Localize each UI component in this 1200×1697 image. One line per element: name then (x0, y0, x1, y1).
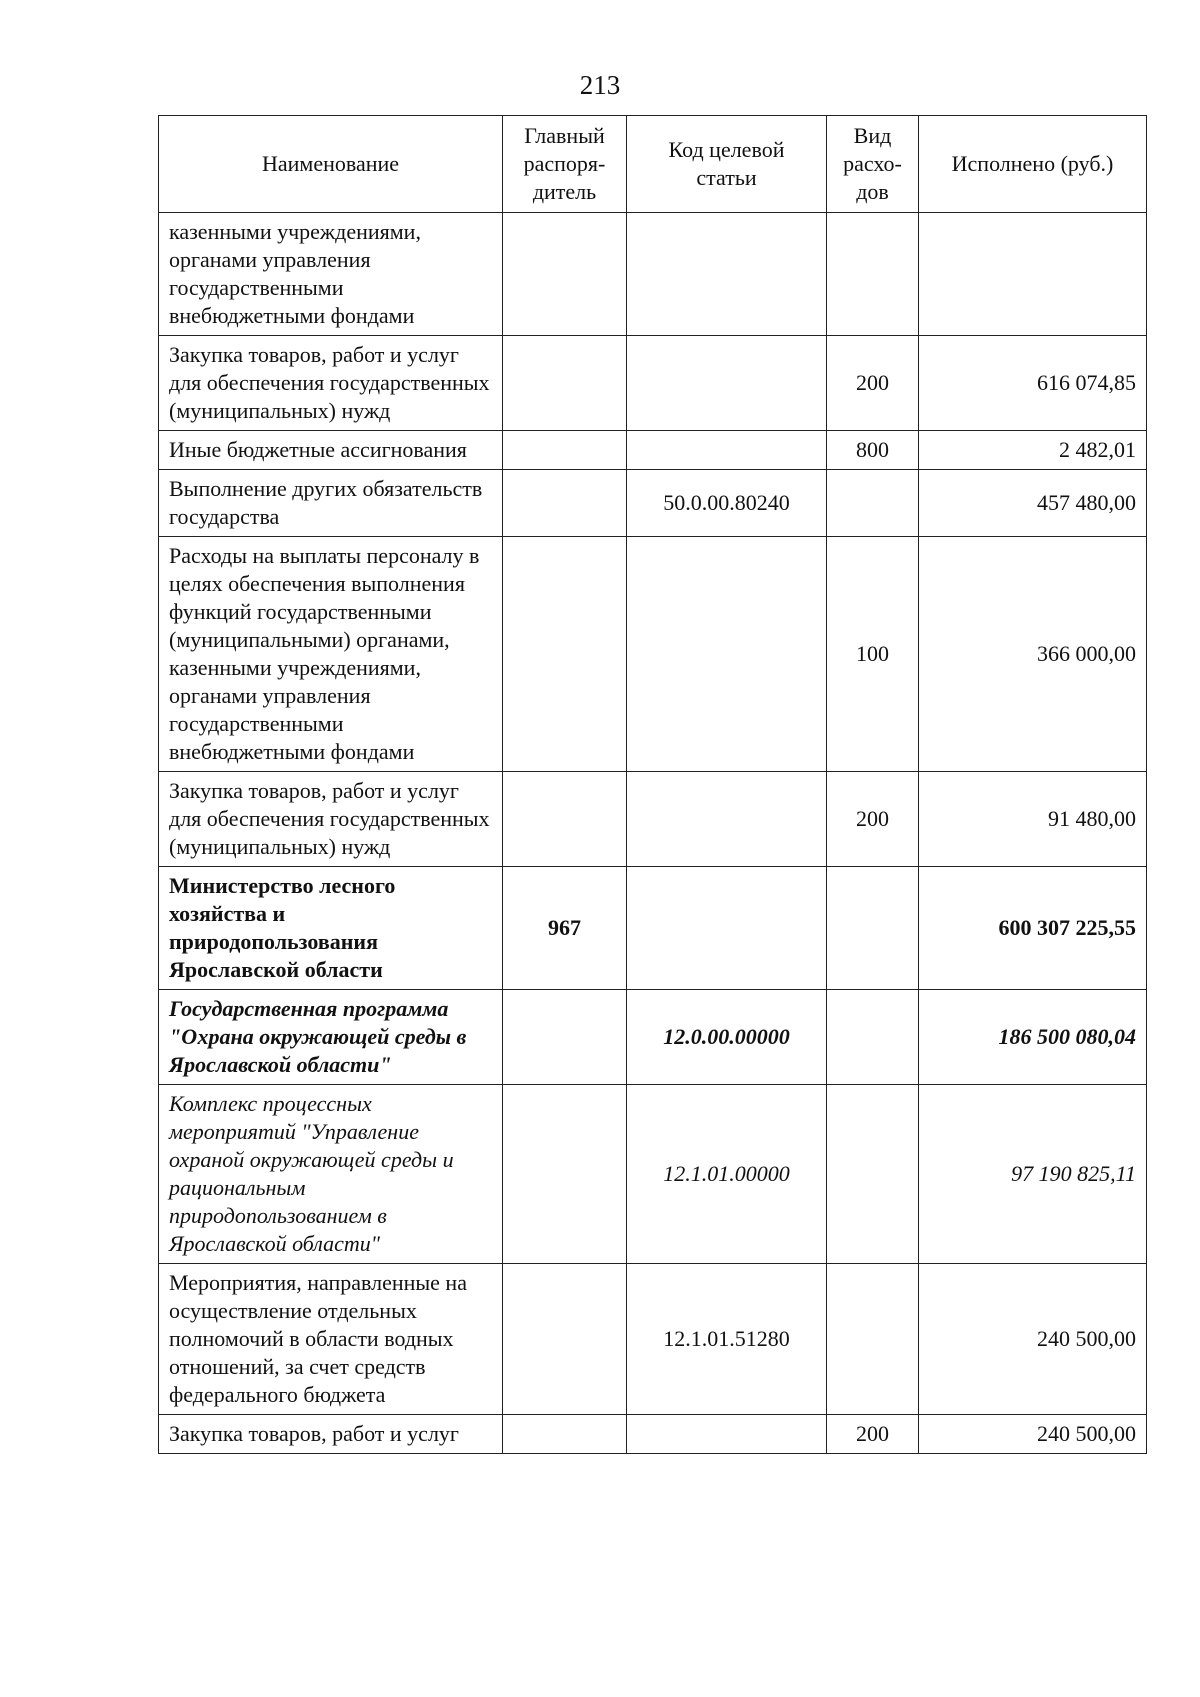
cell-name: Иные бюджетные ассигнования (159, 431, 503, 470)
cell-code (627, 772, 827, 867)
header-rasp: Главный распоря-дитель (503, 116, 627, 213)
cell-name: Закупка товаров, работ и услуг (159, 1415, 503, 1454)
cell-rasp (503, 1085, 627, 1264)
cell-code: 12.0.00.00000 (627, 990, 827, 1085)
cell-name: Закупка товаров, работ и услуг для обеспечения государственных (муниципальных) нужд (159, 772, 503, 867)
table-row (159, 772, 1147, 867)
cell-sum: 457 480,00 (919, 470, 1147, 537)
cell-name: Государственная программа "Охрана окружающей среды в Ярославской области" (159, 990, 503, 1085)
cell-code (627, 213, 827, 336)
cell-code (627, 1415, 827, 1454)
cell-rasp (503, 772, 627, 867)
cell-sum (919, 213, 1147, 336)
header-sum: Исполнено (руб.) (919, 116, 1147, 213)
cell-rasp (503, 470, 627, 537)
cell-sum: 97 190 825,11 (919, 1085, 1147, 1264)
cell-sum: 91 480,00 (919, 772, 1147, 867)
table-row (159, 213, 1147, 336)
cell-name: Министерство лесного хозяйства и природопользования Ярославской области (159, 867, 503, 990)
cell-name: Комплекс процессных мероприятий "Управление охраной окружающей среды и рациональным природопользованием в Ярославской области" (159, 1085, 503, 1264)
cell-code (627, 867, 827, 990)
cell-vid (827, 1085, 919, 1264)
cell-name: казенными учреждениями, органами управления государственными внебюджетными фондами (159, 213, 503, 336)
cell-vid (827, 990, 919, 1085)
table-row (159, 1085, 1147, 1264)
cell-vid (827, 470, 919, 537)
cell-code: 12.1.01.00000 (627, 1085, 827, 1264)
page-number: 213 (579, 70, 621, 100)
cell-vid (827, 867, 919, 990)
table-row (159, 431, 1147, 470)
cell-sum: 366 000,00 (919, 537, 1147, 772)
table-row (159, 537, 1147, 772)
cell-name: Мероприятия, направленные на осуществление отдельных полномочий в области водных отношений, за счет средств федерального бюджета (159, 1264, 503, 1415)
cell-sum: 186 500 080,04 (919, 990, 1147, 1085)
table-row (159, 867, 1147, 990)
cell-rasp: 967 (503, 867, 627, 990)
cell-vid: 800 (827, 431, 919, 470)
cell-vid: 200 (827, 772, 919, 867)
budget-table (158, 115, 1147, 1454)
table-row (159, 990, 1147, 1085)
cell-rasp (503, 990, 627, 1085)
cell-rasp (503, 1415, 627, 1454)
cell-rasp (503, 336, 627, 431)
cell-sum: 240 500,00 (919, 1415, 1147, 1454)
cell-code: 12.1.01.51280 (627, 1264, 827, 1415)
cell-sum: 240 500,00 (919, 1264, 1147, 1415)
cell-sum: 2 482,01 (919, 431, 1147, 470)
cell-name: Расходы на выплаты персоналу в целях обеспечения выполнения функций государственными (муниципальными) органами, казенными учреждениями, органами управления государственными внебюджетными фондами (159, 537, 503, 772)
cell-rasp (503, 431, 627, 470)
header-name: Наименование (159, 116, 503, 213)
table-row (159, 336, 1147, 431)
cell-code (627, 336, 827, 431)
cell-sum: 600 307 225,55 (919, 867, 1147, 990)
header-vid: Вид расхо-дов (827, 116, 919, 213)
cell-vid: 100 (827, 537, 919, 772)
cell-code: 50.0.00.80240 (627, 470, 827, 537)
cell-rasp (503, 1264, 627, 1415)
cell-vid: 200 (827, 336, 919, 431)
cell-code (627, 537, 827, 772)
header-code: Код целевой статьи (627, 116, 827, 213)
table-row (159, 470, 1147, 537)
cell-vid (827, 1264, 919, 1415)
cell-name: Выполнение других обязательств государства (159, 470, 503, 537)
table-row (159, 1415, 1147, 1454)
cell-name: Закупка товаров, работ и услуг для обеспечения государственных (муниципальных) нужд (159, 336, 503, 431)
table-row (159, 1264, 1147, 1415)
cell-vid (827, 213, 919, 336)
cell-rasp (503, 537, 627, 772)
cell-code (627, 431, 827, 470)
cell-vid: 200 (827, 1415, 919, 1454)
cell-sum: 616 074,85 (919, 336, 1147, 431)
table-header-row (159, 116, 1147, 213)
cell-rasp (503, 213, 627, 336)
